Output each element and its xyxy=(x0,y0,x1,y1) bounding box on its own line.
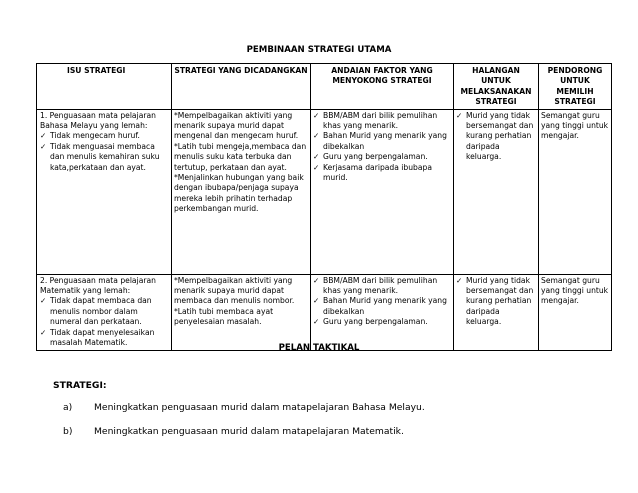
strategy-item-text: Meningkatkan penguasaan murid dalam matapelajaran Bahasa Melayu. xyxy=(94,402,425,413)
cell-isu-strategi xyxy=(37,109,172,274)
strategy-item-label: b) xyxy=(63,426,73,437)
andaian-point: ✓ Bahan Murid yang menarik yang dibekalkan xyxy=(313,131,451,152)
strategi-item: *Menjalinkan hubungan yang baik dengan ibubapa/penjaga supaya mereka lebih prihatin terhadap perkembangan murid. xyxy=(174,173,304,214)
cell-strategi-dicadangkan xyxy=(172,274,311,350)
isu-title: 2. Penguasaan mata pelajaran Matematik yang lemah: xyxy=(40,275,156,296)
header-strategi-dicadangkan: STRATEGI YANG DICADANGKAN xyxy=(172,64,311,110)
header-halangan: HALANGAN UNTUK MELAKSANAKAN STRATEGI xyxy=(454,64,539,110)
isu-point: ✓ Tidak mengecam huruf. xyxy=(40,131,169,141)
strategy-item xyxy=(63,402,425,413)
strategi-item: *Mempelbagaikan aktiviti yang menarik supaya murid dapat membaca dan menulis nombor. xyxy=(174,275,295,306)
strategi-item: *Latih tubi membaca ayat penyelesaian masalah. xyxy=(174,306,274,327)
header-pendorong: PENDORONG UNTUK MEMILIH STRATEGI xyxy=(539,64,612,110)
isu-point: ✓ Tidak dapat menyelesaikan masalah Matematik. xyxy=(40,328,169,349)
cell-andaian-faktor xyxy=(311,109,454,274)
andaian-point: ✓ Bahan Murid yang menarik yang dibekalkan xyxy=(313,296,451,317)
header-andaian-faktor: ANDAIAN FAKTOR YANG MENYOKONG STRATEGI xyxy=(311,64,454,110)
isu-title: 1. Penguasaan mata pelajaran Bahasa Melayu yang lemah: xyxy=(40,110,156,131)
cell-pendorong: Semangat guru yang tinggi untuk mengajar. xyxy=(539,274,612,350)
isu-point: ✓ Tidak dapat membaca dan menulis nombor dalam numeral dan perkataan. xyxy=(40,296,169,327)
strategy-table xyxy=(36,63,612,351)
andaian-point: ✓ BBM/ABM dari bilik pemulihan khas yang menarik. xyxy=(313,276,451,297)
header-isu-strategi: ISU STRATEGI xyxy=(37,64,172,110)
page-title: PEMBINAAN STRATEGI UTAMA xyxy=(246,45,392,55)
cell-strategi-dicadangkan xyxy=(172,109,311,274)
strategi-item: *Mempelbagaikan aktiviti yang menarik supaya murid dapat mengenal dan mengecam huruf. xyxy=(174,110,299,141)
andaian-point: ✓ Kerjasama daripada ibubapa murid. xyxy=(313,163,451,184)
cell-halangan xyxy=(454,109,539,274)
table-header-row xyxy=(37,64,612,110)
table-row xyxy=(37,274,612,350)
andaian-point: ✓ BBM/ABM dari bilik pemulihan khas yang menarik. xyxy=(313,111,451,132)
andaian-point: ✓ Guru yang berpengalaman. xyxy=(313,317,451,327)
halangan-point: ✓ Murid yang tidak bersemangat dan kurang perhatian daripada keluarga. xyxy=(456,111,536,163)
andaian-point: ✓ Guru yang berpengalaman. xyxy=(313,152,451,162)
table-row xyxy=(37,109,612,274)
strategi-item: *Latih tubi mengeja,membaca dan menulis suku kata terbuka dan tertutup, perkataan dan ayat. xyxy=(174,141,307,172)
strategy-item xyxy=(63,426,404,437)
cell-isu-strategi xyxy=(37,274,172,350)
section-title-pelan-taktikal: PELAN TAKTIKAL xyxy=(278,343,360,353)
cell-halangan xyxy=(454,274,539,350)
cell-pendorong: Semangat guru yang tinggi untuk mengajar. xyxy=(539,109,612,274)
strategy-item-text: Meningkatkan penguasaan murid dalam matapelajaran Matematik. xyxy=(94,426,404,437)
isu-point: ✓ Tidak menguasai membaca dan menulis kemahiran suku kata,perkataan dan ayat. xyxy=(40,142,169,173)
strategy-heading: STRATEGI: xyxy=(53,380,107,391)
strategy-item-label: a) xyxy=(63,402,73,413)
halangan-point: ✓ Murid yang tidak bersemangat dan kurang perhatian daripada keluarga. xyxy=(456,276,536,328)
cell-andaian-faktor xyxy=(311,274,454,350)
